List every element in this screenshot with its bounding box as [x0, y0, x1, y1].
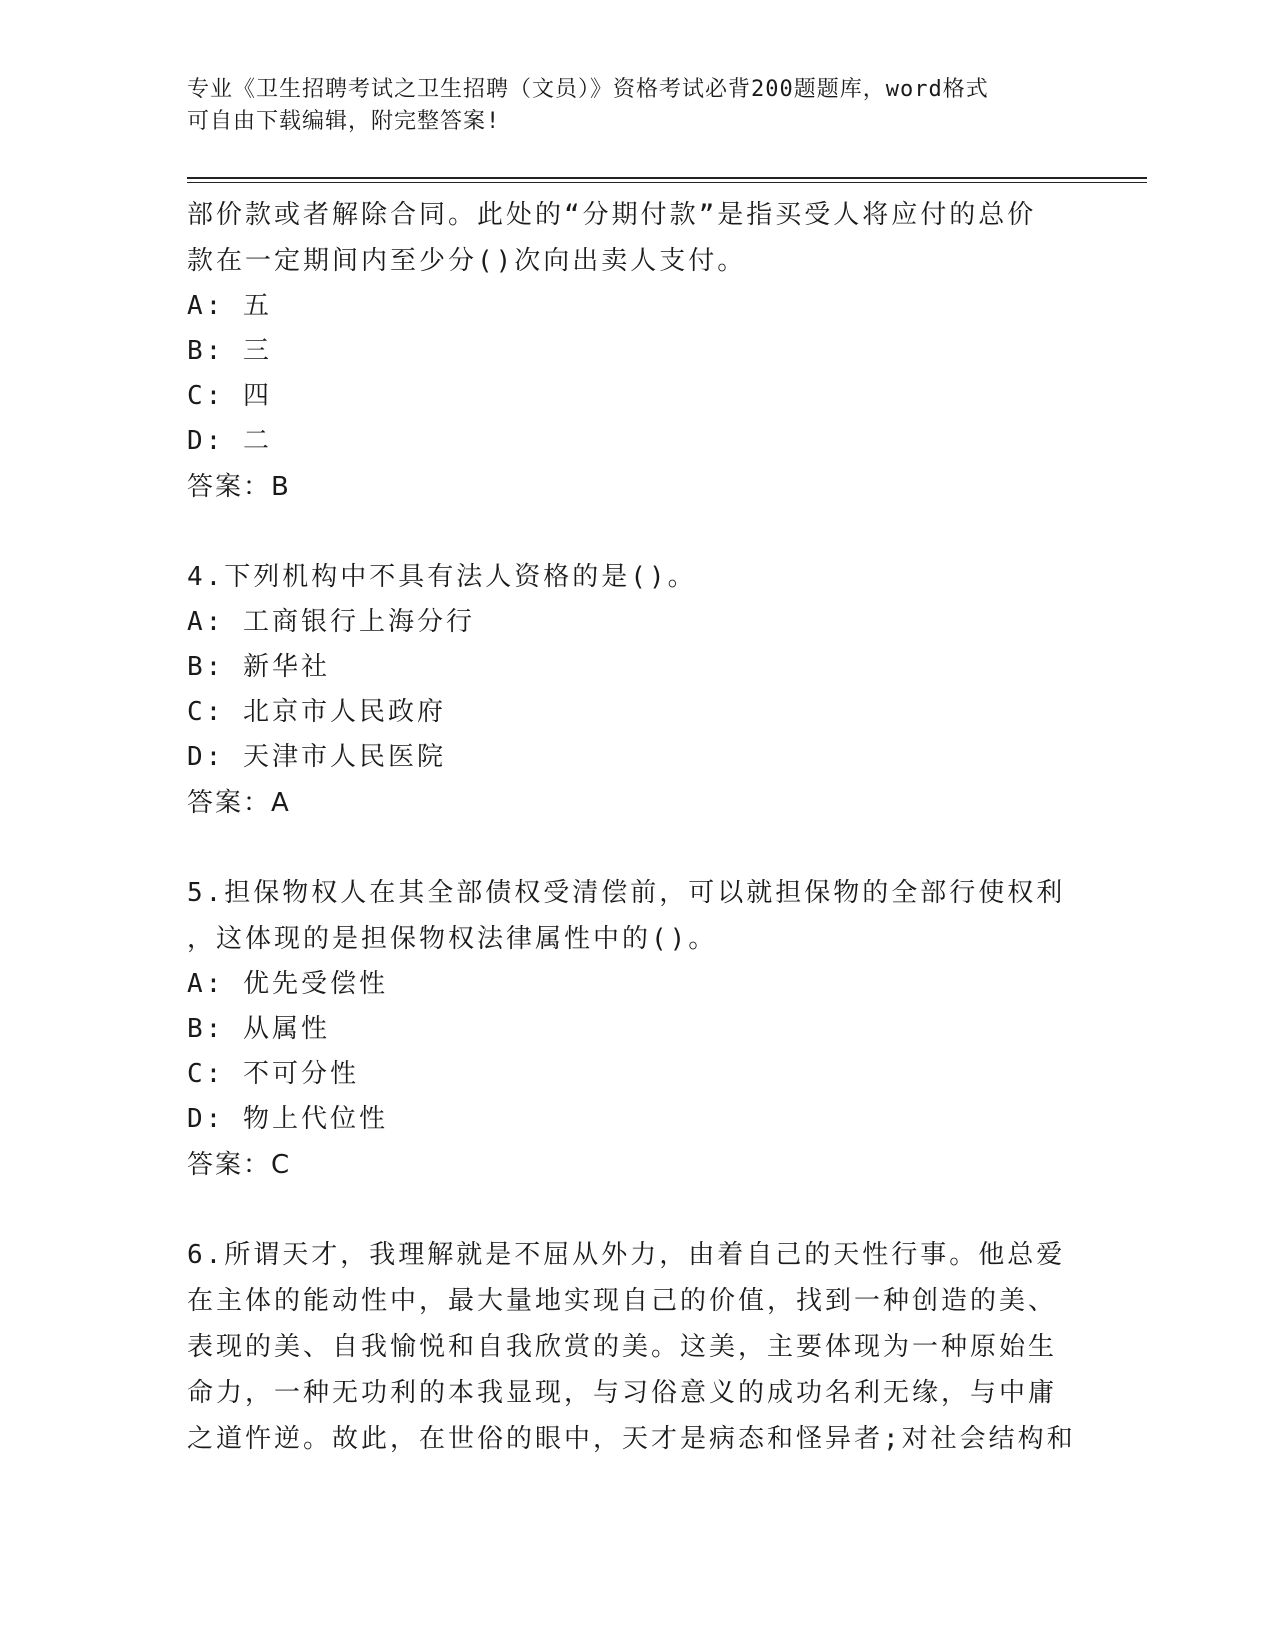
question-list: [187, 192, 1076, 1462]
option-b: B: 新华社: [187, 652, 330, 682]
question-text-line: 4.下列机构中不具有法人资格的是()。: [187, 562, 697, 592]
option-b: B: 三: [187, 336, 272, 366]
option-c: C: 北京市人民政府: [187, 697, 446, 727]
option-d: D: 天津市人民医院: [187, 742, 446, 772]
answer-line: 答案：B: [187, 472, 291, 502]
answer-line: 答案：A: [187, 788, 291, 818]
question-text-line: 命力，一种无功利的本我显现，与习俗意义的成功名利无缘，与中庸: [187, 1378, 1058, 1408]
option-d: D: 物上代位性: [187, 1104, 388, 1134]
question-text-line: ，这体现的是担保物权法律属性中的()。: [187, 924, 718, 954]
question-text-line: 6.所谓天才，我理解就是不屈从外力，由着自己的天性行事。他总爱: [187, 1240, 1066, 1270]
option-a: A: 五: [187, 291, 272, 321]
header-divider: [187, 177, 1147, 183]
option-c: C: 四: [187, 381, 272, 411]
option-b: B: 从属性: [187, 1014, 330, 1044]
question-text-line: 表现的美、自我愉悦和自我欣赏的美。这美，主要体现为一种原始生: [187, 1332, 1058, 1362]
option-d: D: 二: [187, 426, 272, 456]
option-a: A: 优先受偿性: [187, 969, 388, 999]
page-header: 专业《卫生招聘考试之卫生招聘（文员）》资格考试必背200题题库，word格式 可自由下载编辑，附完整答案!: [187, 77, 989, 134]
option-c: C: 不可分性: [187, 1059, 359, 1089]
question-block-5: [187, 870, 1067, 1188]
question-text-line: 5.担保物权人在其全部债权受清偿前，可以就担保物的全部行使权利: [187, 878, 1066, 908]
question-block-4: [187, 554, 1067, 826]
question-text-line: 之道忤逆。故此，在世俗的眼中，天才是病态和怪异者;对社会结构和: [187, 1424, 1076, 1454]
answer-line: 答案：C: [187, 1150, 292, 1180]
question-text-line: 在主体的能动性中，最大量地实现自己的价值，找到一种创造的美、: [187, 1286, 1058, 1316]
question-text-line: 款在一定期间内至少分()次向出卖人支付。: [187, 246, 747, 276]
option-a: A: 工商银行上海分行: [187, 607, 475, 637]
question-block-6: [187, 1232, 1076, 1462]
question-block-3: [187, 192, 1067, 510]
question-text-line: 部价款或者解除合同。此处的“分期付款”是指买受人将应付的总价: [187, 200, 1037, 230]
